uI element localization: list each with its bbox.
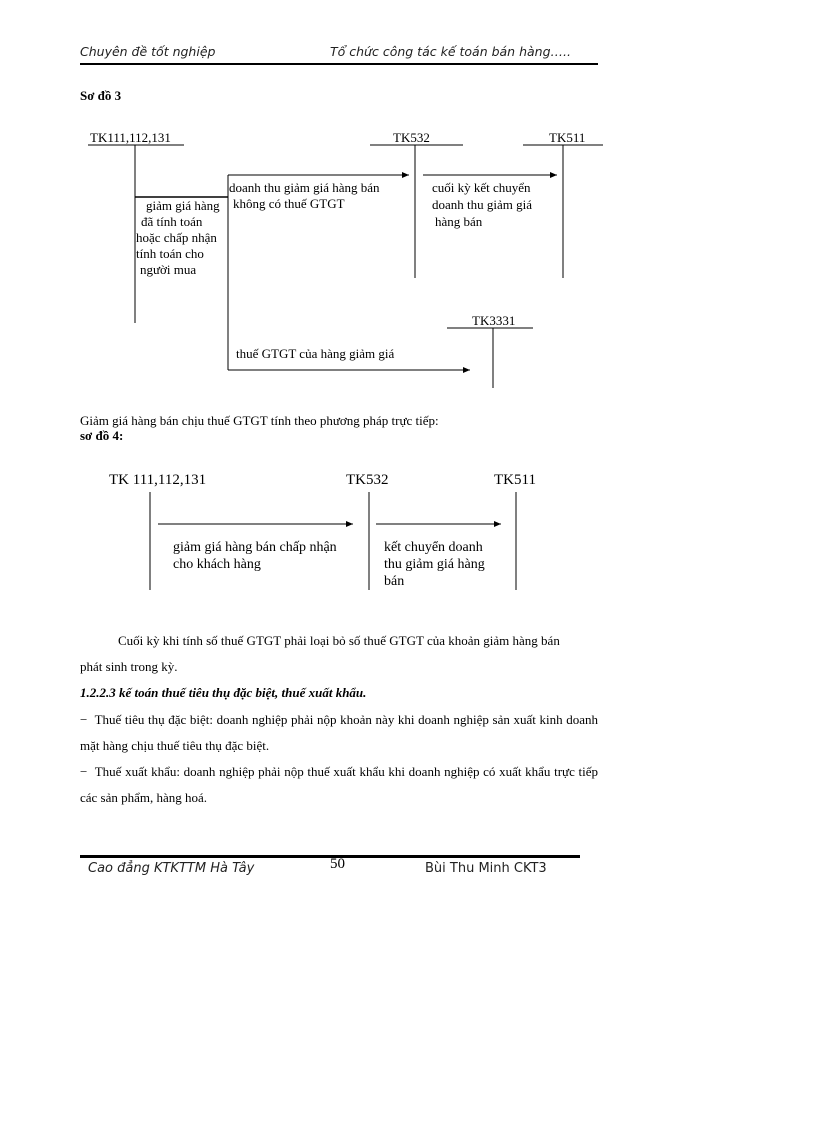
section-heading: 1.2.2.3 kế toán thuế tiêu thụ đặc biệt, thuế xuất khẩu. (80, 685, 367, 700)
diagram4-tk511-label: TK511 (494, 472, 536, 488)
diagram3-tk511-label: TK511 (549, 130, 586, 145)
header-right: Tổ chức công tác kế toán bán hàng….. (330, 44, 571, 59)
left-note-line: giảm giá hàng (146, 198, 220, 213)
bullet-mark: − (80, 712, 88, 727)
d4-arrow2-label-line: bán (384, 574, 405, 589)
diagram3-title: Sơ đồ 3 (80, 88, 122, 103)
bullet-paragraph-2 (80, 759, 598, 811)
page-number: 50 (330, 856, 345, 872)
intro-text: Giảm giá hàng bán chịu thuế GTGT tính theo phương pháp trực tiếp: (80, 413, 439, 428)
left-note-line: đã tính toán (141, 214, 203, 229)
diagram3-tk532-label: TK532 (393, 130, 430, 145)
bullet-1-text: Thuế tiêu thụ đặc biệt: doanh nghiệp phải nộp khoản này khi doanh nghiệp sản xuất kinh doanh mặt hàng chịu thuế tiêu thụ đặc biệt. (80, 712, 598, 753)
diagram4-title: sơ đồ 4: (80, 428, 124, 443)
d4-arrow2-label-line: thu giảm giá hàng (384, 557, 485, 572)
arrow2-label-line: cuối kỳ kết chuyển (432, 180, 531, 195)
left-note-line: người mua (140, 262, 197, 277)
para1-line1: Cuối kỳ khi tính số thuế GTGT phải loại bỏ số thuế GTGT của khoản giảm hàng bán (118, 633, 560, 648)
arrow1-label-line: không có thuế GTGT (233, 196, 345, 211)
diagram4-tk532-label: TK532 (346, 472, 389, 488)
d4-arrow2-label-line: kết chuyển doanh (384, 540, 483, 555)
left-note-line: tính toán cho (136, 246, 204, 261)
arrow1-label-line: doanh thu giảm giá hàng bán (229, 180, 380, 195)
bullet-paragraph-1 (80, 707, 598, 759)
header-left: Chuyên đề tốt nghiệp (80, 44, 216, 59)
bullet-2-text: Thuế xuất khẩu: doanh nghiệp phải nộp thuế xuất khẩu khi doanh nghiệp có xuất khẩu trực tiếp các sản phẩm, hàng hoá. (80, 764, 599, 805)
d4-arrow1-label-line: giảm giá hàng bán chấp nhận (173, 540, 337, 555)
d4-arrow1-label-line: cho khách hàng (173, 557, 261, 572)
diagram3-tk111-label: TK111,112,131 (90, 130, 171, 145)
arrow2-label-line: hàng bán (435, 214, 483, 229)
arrow2-label-line: doanh thu giảm giá (432, 197, 533, 212)
bullet-mark: − (80, 764, 88, 779)
left-note-line: hoặc chấp nhận (136, 230, 217, 245)
footer-left: Cao đẳng KTKTTM Hà Tây (88, 861, 255, 876)
diagram4-tk111-label: TK 111,112,131 (109, 472, 207, 488)
para1-line2: phát sinh trong kỳ. (80, 659, 178, 674)
footer-right: Bùi Thu Minh CKT3 (425, 861, 547, 876)
diagram3-tk3331-label: TK3331 (472, 313, 516, 328)
header-rule (80, 63, 598, 65)
arrow3-label: thuế GTGT của hàng giảm giá (236, 346, 395, 361)
